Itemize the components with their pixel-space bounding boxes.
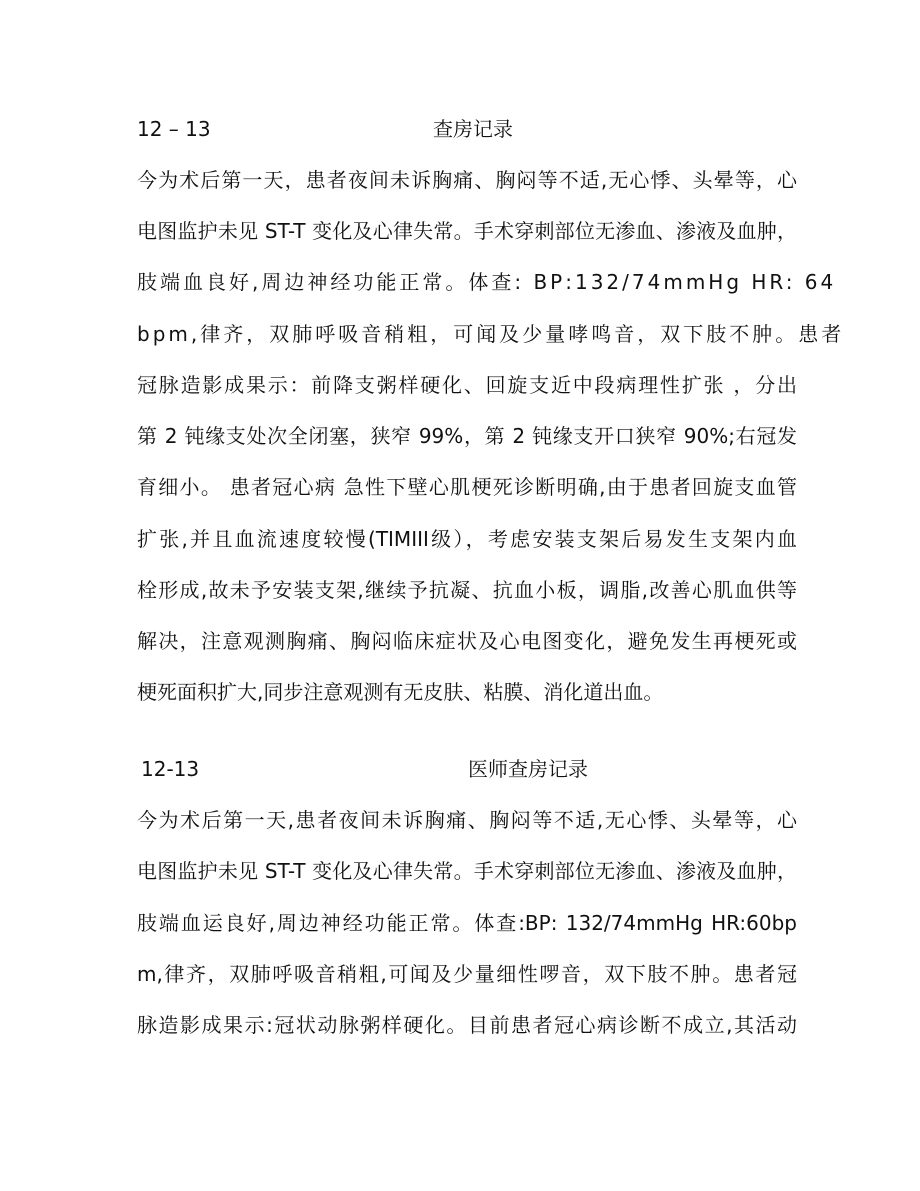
record1-line: 梗死面积扩大,同步注意观测有无皮肤、粘膜、消化道出血。 — [137, 680, 664, 704]
record2-line: 今为术后第一天,患者夜间未诉胸痛、胸闷等不适,无心悸、头晕等，心 — [137, 808, 797, 832]
record1-line: 解决，注意观测胸痛、胸闷临床症状及心电图变化，避免发生再梗死或 — [137, 629, 797, 653]
record2-date: 12-13 — [141, 757, 200, 781]
record1-line: 育细小。 患者冠心病 急性下壁心肌梗死诊断明确,由于患者回旋支血管 — [137, 475, 797, 499]
record1-title: 查房记录 — [433, 117, 513, 141]
record1-line: 第 2 钝缘支处次全闭塞，狭窄 99%，第 2 钝缘支开口狭窄 90%;右冠发 — [137, 424, 797, 448]
record1-line: 栓形成,故未予安装支架,继续予抗凝、抗血小板，调脂,改善心肌血供等 — [137, 578, 797, 602]
record1-line: 扩张,并且血流速度较慢(TIMIII级），考虑安装支架后易发生支架内血 — [137, 527, 797, 551]
record2-title: 医师查房记录 — [468, 757, 588, 781]
record1-line: 冠脉造影成果示：前降支粥样硬化、回旋支近中段病理性扩张 ，分出 — [137, 373, 797, 397]
record1-date: 12 – 13 — [137, 117, 211, 141]
record2-line: 脉造影成果示:冠状动脉粥样硬化。目前患者冠心病诊断不成立,其活动 — [137, 1013, 797, 1037]
record2-line: 肢端血运良好,周边神经功能正常。体查:BP: 132/74mmHg HR:60bp — [137, 911, 797, 935]
record1-line: 肢端血良好,周边神经功能正常。体查: BP:132/74mmHg HR: 64 — [137, 270, 837, 294]
record1-line: bpm,律齐，双肺呼吸音稍粗，可闻及少量哮鸣音，双下肢不肿。患者 — [137, 322, 845, 346]
record2-line: 电图监护未见 ST-T 变化及心律失常。手术穿刺部位无渗血、渗液及血肿， — [137, 859, 797, 883]
record1-line: 电图监护未见 ST-T 变化及心律失常。手术穿刺部位无渗血、渗液及血肿， — [137, 219, 797, 243]
record1-line: 今为术后第一天，患者夜间未诉胸痛、胸闷等不适,无心悸、头晕等，心 — [137, 168, 797, 192]
record2-line: m,律齐，双肺呼吸音稍粗,可闻及少量细性啰音，双下肢不肿。患者冠 — [137, 962, 797, 986]
